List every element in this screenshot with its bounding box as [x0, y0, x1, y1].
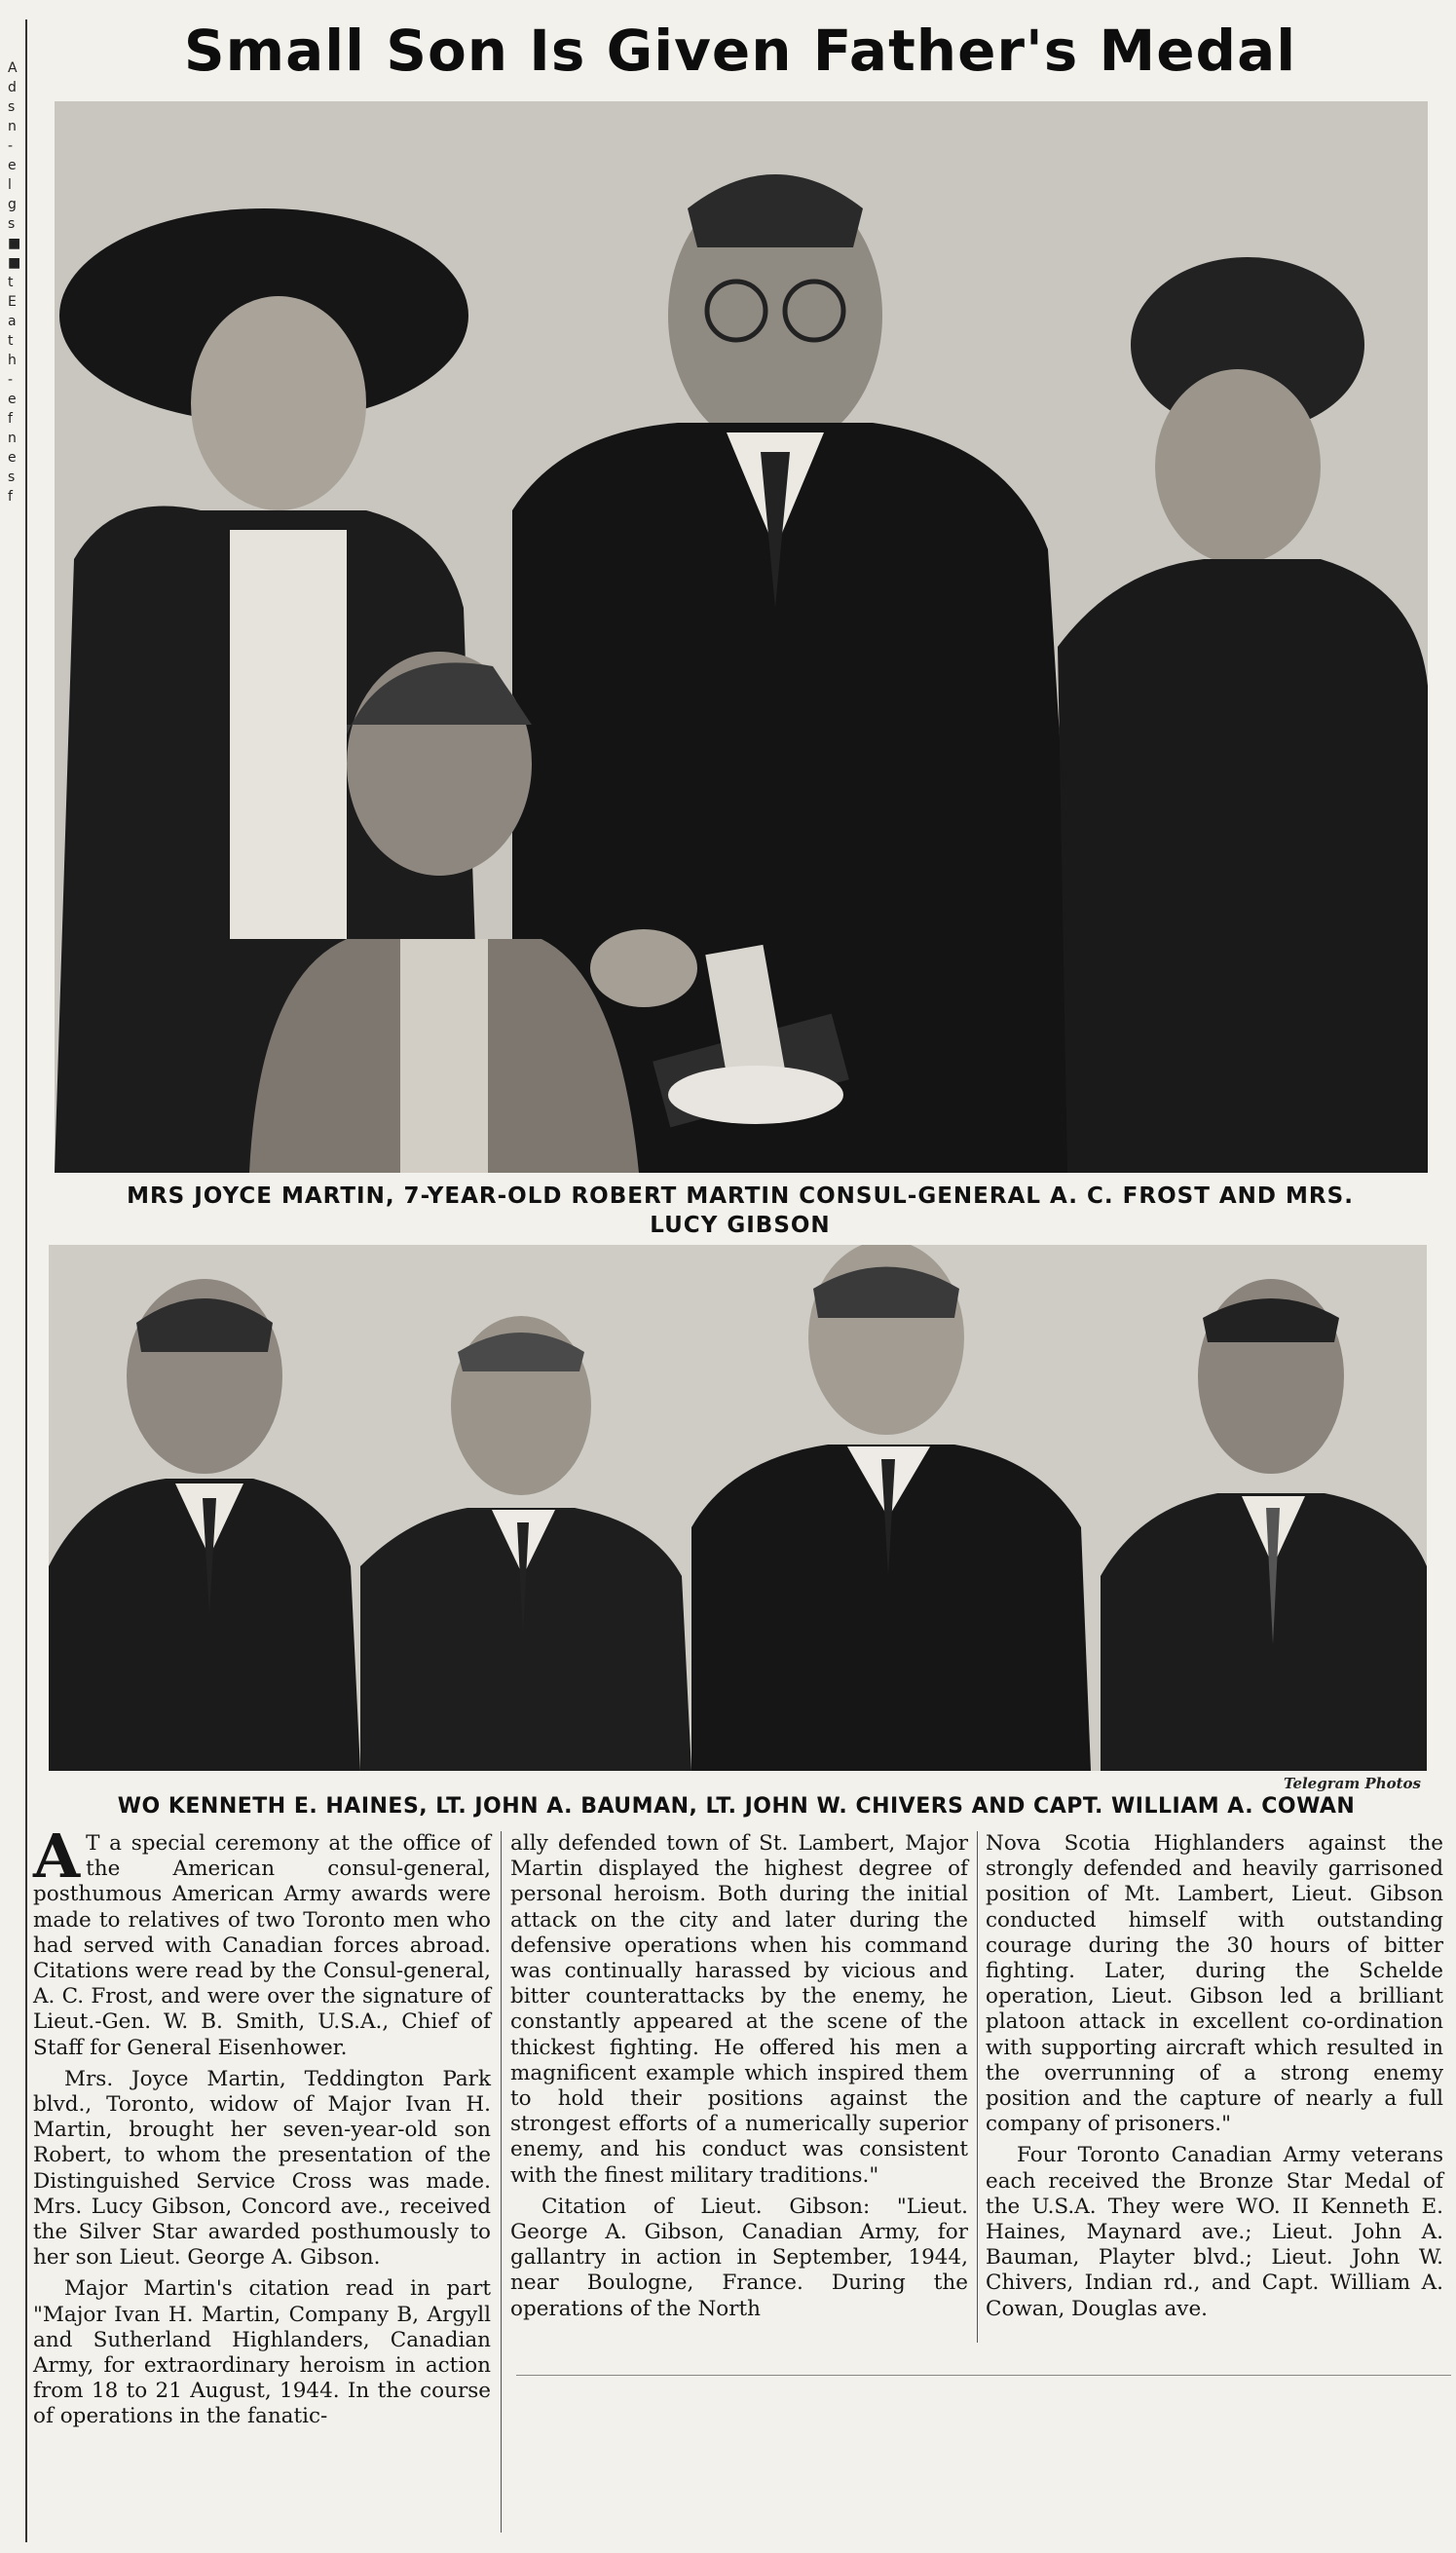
headline: Small Son Is Given Father's Medal [183, 18, 1297, 84]
article-column-2 [510, 1831, 968, 2328]
article-paragraph-text: T a special ceremony at the office of the American consul-general, posthumous American Army awards were made to relatives of two Toronto men who had served with Canadian forces abroad. Citations were read by the Consul-general, A. C. Frost, and were over the signature of Lieut.-Gen. W. B. Smith, U.S.A., Chief of Staff for General Eisenhower. [33, 1831, 491, 2060]
article-column-3 [986, 1831, 1443, 2328]
article-paragraph [33, 1821, 491, 2061]
column-rule [977, 1831, 978, 2343]
article-paragraph: Mrs. Joyce Martin, Teddington Park blvd., Toronto, widow of Major Ivan H. Martin, brought her seven-year-old son Robert, to whom the presentation of the Distinguished Service Cross was made. Mrs. Lucy Gibson, Concord ave., received the Silver Star awarded posthumously to her son Lieut. George A. Gibson. [33, 2066, 491, 2271]
article-paragraph: Nova Scotia Highlanders against the strongly defended and heavily garrisoned position of Mt. Lambert, Lieut. Gibson conducted himself with outstanding courage during the 30 hours of bitter fighting. Later, during the Schelde operation, Lieut. Gibson led a brilliant platoon attack in excellent co-ordination with supporting aircraft which resulted in the overrunning of a strong enemy position and the capture of nearly a full company of prisoners." [986, 1831, 1443, 2137]
column-rule [501, 1831, 502, 2533]
article-body [29, 1821, 1446, 2542]
photo-medal-presentation [55, 101, 1428, 1173]
article-paragraph: Four Toronto Canadian Army veterans each received the Bronze Star Medal of the U.S.A. They were WO. II Kenneth E. Haines, Maynard ave.; Lieut. John A. Bauman, Playter blvd.; Lieut. John W. Chivers, Indian rd., and Capt. William A. Cowan, Douglas ave. [986, 2143, 1443, 2321]
article-paragraph: ally defended town of St. Lambert, Major Martin displayed the highest degree of personal heroism. Both during the initial attack on the city and later during the defensive operations when his command was continually harassed by vicious and bitter counterattacks by the enemy, he constantly appeared at the scene of the thickest fighting. He offered his men a magnificent example which inspired them to hold their positions against the strongest efforts of a numerically superior enemy, and his conduct was consistent with the finest military traditions." [510, 1831, 968, 2188]
article-column-1 [33, 1821, 491, 2436]
photo-caption-four-veterans: WO KENNETH E. HAINES, LT. JOHN A. BAUMAN, LT. JOHN W. CHIVERS AND CAPT. WILLIAM A. COWAN [117, 1794, 1356, 1819]
column-end-rule [516, 2375, 1451, 2376]
drop-cap: A [33, 1821, 81, 1892]
article-paragraph: Citation of Lieut. Gibson: "Lieut. George A. Gibson, Canadian Army, for gallantry in action in September, 1944, near Boulogne, France. During the operations of the North [510, 2194, 968, 2321]
photo-caption-medal-presentation: MRS JOYCE MARTIN, 7-YEAR-OLD ROBERT MARTIN CONSUL-GENERAL A. C. FROST AND MRS. LUCY GIBSON [127, 1183, 1354, 1238]
photo-four-veterans-image [49, 1245, 1427, 1771]
adjacent-column-fragment: A d s n - e l g s ■ ■ t E a t h - e f n e s f [8, 60, 21, 505]
column-divider [25, 19, 27, 2542]
photo-four-veterans [49, 1245, 1427, 1771]
article-paragraph: Major Martin's citation read in part "Major Ivan H. Martin, Company B, Argyll and Sutherland Highlanders, Canadian Army, for extraordinary heroism in action from 18 to 21 August, 1944. In the course of operations in the fanatic- [33, 2276, 491, 2429]
photo-medal-presentation-image [55, 101, 1428, 1173]
photo-credit: Telegram Photos [1284, 1775, 1421, 1792]
